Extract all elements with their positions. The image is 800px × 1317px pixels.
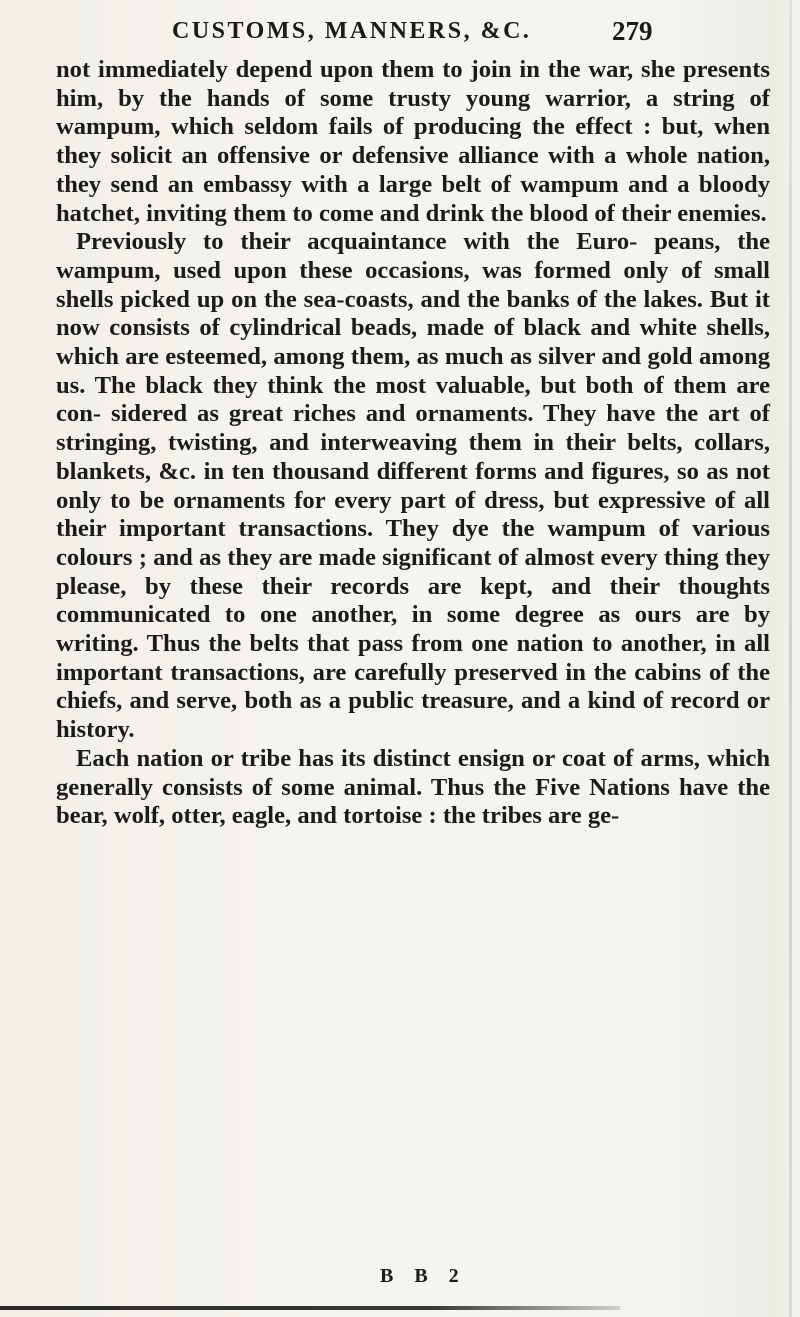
paragraph-wampum: Previously to their acquaintance with the Euro- peans, the wampum, used upon these occasions, was formed only of small shells picked up on the sea-coasts, and the banks of the lakes. But it now consists of cylindrical beads, made of black and white shells, which are esteemed, among them, as much as silver and gold among us. The black they think the most valuable, but both of them are con- sidered as great riches and ornaments. They have the art of stringing, twisting, and interweaving them in their belts, collars, blankets, &c. in ten thousand different forms and figures, so as not only to be ornaments for every part of dress, but expressive of all their important transactions. They dye the wampum of various colours ; and as they are made significant of almost every thing they please, by these their records are kept, and their thoughts communicated to one another, in some degree as ours are by writing. Thus the belts that pass from one nation to another, in all important transactions, are carefully preserved in the cabins of the chiefs, and serve, both as a public treasure, and a kind of record or history. — [56, 228, 770, 744]
running-title: CUSTOMS, MANNERS, &C. — [172, 18, 532, 44]
signature-mark: B B 2 — [380, 1265, 467, 1287]
paragraph-ensign: Each nation or tribe has its distinct ensign or coat of arms, which generally consists of some animal. Thus the Five Nations have the bear, wolf, otter, eagle, and tortoise : the tribes are ge- — [56, 744, 770, 830]
page-number: 279 — [612, 16, 653, 46]
page-edge-shadow — [789, 0, 792, 1317]
bottom-rule — [0, 1306, 620, 1310]
body-text — [56, 56, 770, 831]
paragraph-continuation: not immediately depend upon them to join in the war, she presents him, by the hands of some trusty young warrior, a string of wampum, which seldom fails of producing the effect : but, when they solicit an offensive or defensive alliance with a whole nation, they send an embassy with a large belt of wampum and a bloody hatchet, inviting them to come and drink the blood of their enemies. — [56, 56, 770, 227]
